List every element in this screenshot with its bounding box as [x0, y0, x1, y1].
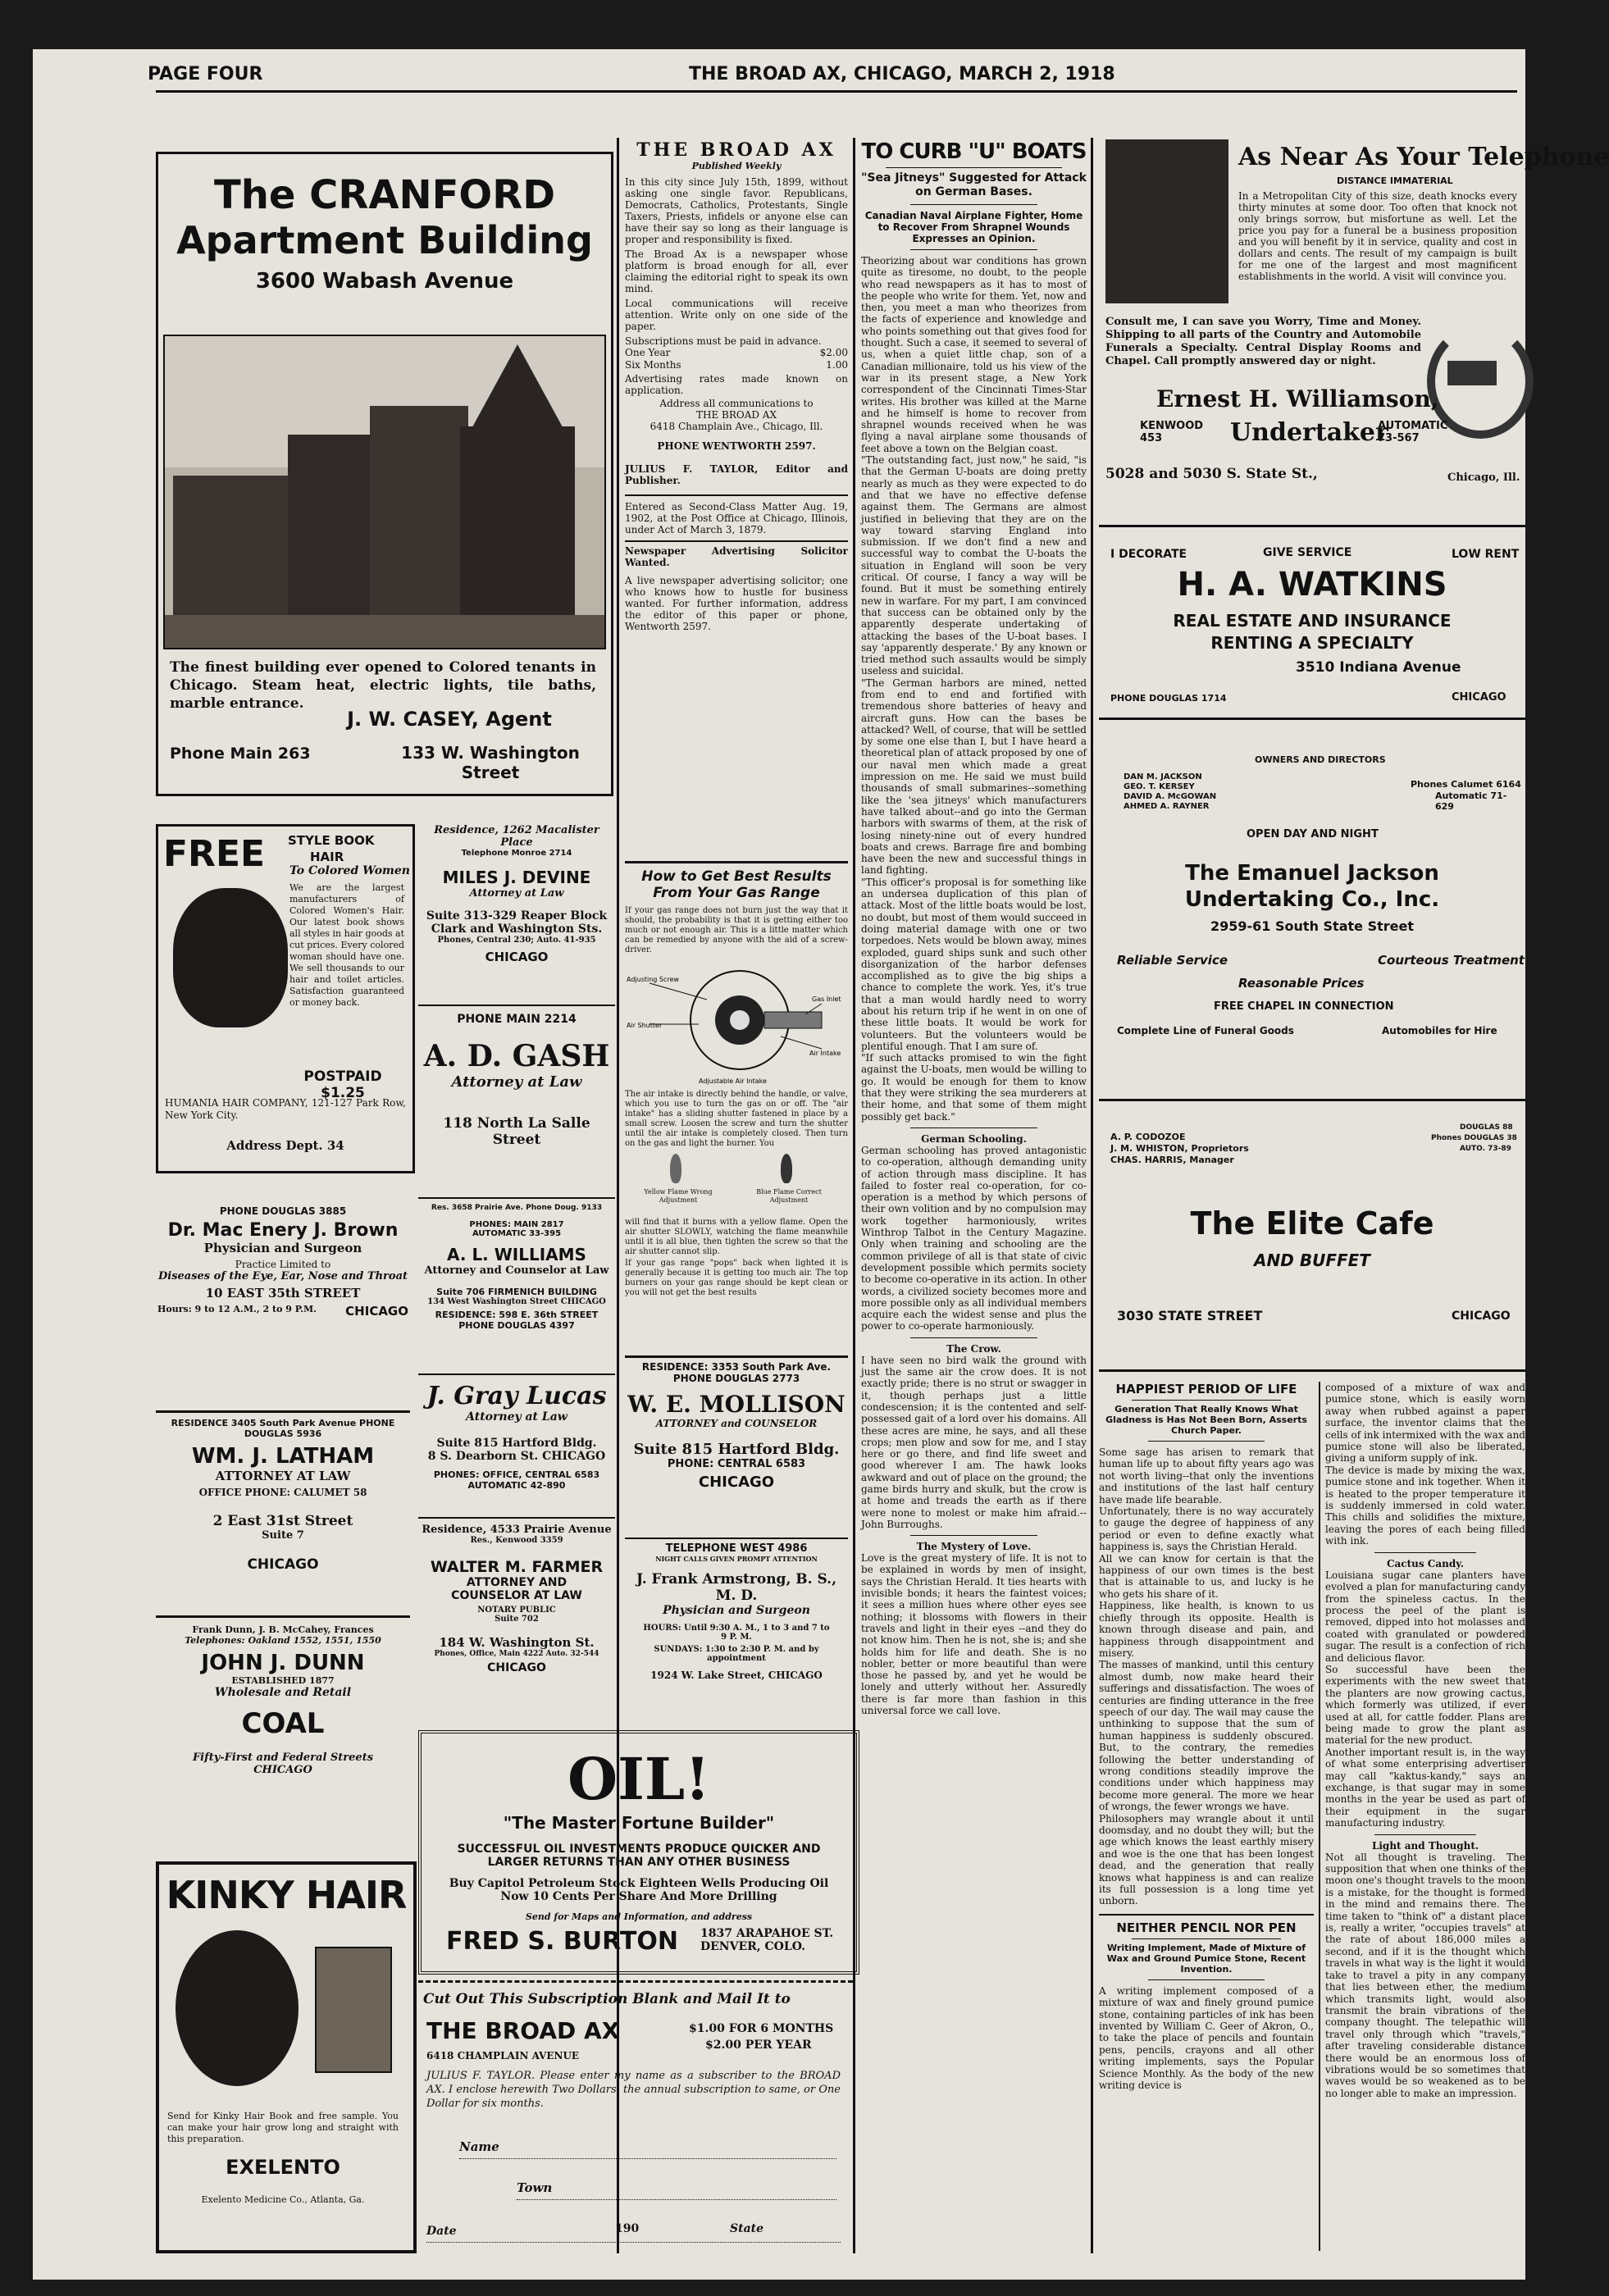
williamson-ad: [1099, 139, 1609, 527]
kinky-face-image: [175, 1930, 299, 2086]
jackson-name-4: AHMED A. RAYNER: [1124, 802, 1210, 811]
williams-phone-auto: AUTOMATIC 33-395: [472, 1229, 562, 1238]
jackson-goods: Complete Line of Funeral Goods: [1117, 1025, 1294, 1036]
broad-ax-p6: Address all communications to: [659, 398, 814, 409]
williams-phone-2: PHONE DOUGLAS 4397: [458, 1320, 575, 1331]
oil-line-2: Buy Capitol Petroleum Stock Eighteen Wells Producing Oil: [449, 1877, 829, 1890]
broad-ax-p3: Local communications will receive attention. Write only on one side of the paper.: [625, 298, 848, 332]
jackson-names: [1124, 772, 1216, 812]
oil-line-4: Send for Maps and Information, and address: [525, 1911, 753, 1922]
broad-ax-entered: Entered as Second-Class Matter Aug. 19, 1902, at the Post Office at Chicago, Illinois, under Act of March 3, 1879.: [625, 501, 848, 535]
school-text: German schooling has proved antagonistic to co-operation, although demanding unity of action through mass discipline. It has failed to foster real co-operation, for co-operation is a method by which persons of their own volition and by no compulsion may work together harmoniously, writes Winthrop Talbot in the Century Magazine. Only when training and schooling are the common privilege of all is that state of civic development possible which permits society to become co-operative in its action. In other words, a civilized society becomes more and more possible only as all individual members acquire each the widest sense and plus the power to co-operate harmoniously.: [861, 1144, 1087, 1332]
yellow-flame-icon: [670, 1154, 681, 1183]
free-company: HUMANIA HAIR COMPANY, 121-127 Park Row, New York City.: [165, 1097, 406, 1121]
broad-ax-p1: In this city since July 15th, 1899, without asking one single favor. Republicans, Democrats, Catholics, Protestants, Single Taxers, Priests, infidels or anyone else can have their say so long as their language is proper and responsibility is fixed.: [625, 176, 848, 245]
solicitor-head: Newspaper Advertising Solicitor Wanted.: [625, 545, 848, 568]
broad-ax-box: [625, 139, 848, 836]
blue-flame-icon: [781, 1154, 792, 1183]
williamson-portrait: [1105, 139, 1228, 303]
mollison-role: ATTORNEY and COUNSELOR: [655, 1418, 818, 1429]
jackson-owners: OWNERS AND DIRECTORS: [1255, 754, 1386, 765]
latham-address: 2 East 31st Street: [212, 1513, 353, 1529]
watkins-line-2: RENTING A SPECIALTY: [1210, 633, 1414, 653]
gas-label-3: Gas Inlet: [812, 995, 841, 1003]
subscription-blank: [418, 1980, 853, 2253]
jackson-reliable: Reliable Service: [1117, 953, 1228, 968]
farmer-phone: Phones, Office, Main 4222 Auto. 32-544: [434, 1650, 599, 1658]
lucas-card: [418, 1374, 615, 1515]
happiest-p4: Happiness, like health, is known to us chiefly through its opposite. Health is known through disease and pain, and happiness through disappointment and misery.: [1099, 1600, 1314, 1659]
subscribe-state-field[interactable]: [771, 2222, 841, 2242]
latham-name: WM. J. LATHAM: [191, 1444, 375, 1469]
elite-address: 3030 STATE STREET: [1117, 1308, 1263, 1323]
crow-text: I have seen no bird walk the ground with just the same air the crow does. It is not exactly pride; there is no strut or swagger in it, though perhaps just a little condescension; it is the contented and self-possessed gait of a lord over his domains. All these acres are mine, he says, and all these crops; men plow and sow for me, and I stay here or go there, and find life sweet and good wherever I am. The hawk looks awkward and out of place on the ground; the game birds hurry and skulk, but the crow is at home and treads the earth as if there were none to molest or make him afraid.--John Burroughs.: [861, 1354, 1087, 1530]
mollison-name: W. E. MOLLISON: [627, 1391, 846, 1418]
armstrong-sundays: SUNDAYS: 1:30 to 2:30 P. M. and by appointment: [654, 1645, 819, 1663]
subscribe-rate-1: $1.00 FOR 6 MONTHS: [689, 2022, 834, 2035]
watkins-service: GIVE SERVICE: [1263, 546, 1352, 559]
jackson-phones: Phones Calumet 6164: [1411, 779, 1521, 790]
williams-suite: Suite 706 FIRMENICH BUILDING: [436, 1287, 597, 1297]
happiest-p3: All we can know for certain is that the happiness of our own times is the best that is attainable to us, and lucky is he who gets his share of it.: [1099, 1552, 1314, 1600]
dunn-address: Fifty-First and Federal Streets CHICAGO: [192, 1752, 374, 1776]
elite-sub: AND BUFFET: [1254, 1250, 1370, 1270]
jackson-name-2: GEO. T. KERSEY: [1124, 782, 1195, 791]
brown-limit: Practice Limited to: [235, 1259, 331, 1270]
armstrong-night: NIGHT CALLS GIVEN PROMPT ATTENTION: [655, 1555, 818, 1563]
jackson-autos: Automobiles for Hire: [1382, 1025, 1497, 1036]
happiest-title: HAPPIEST PERIOD OF LIFE: [1115, 1382, 1297, 1396]
pencil-deck: Writing Implement, Made of Mixture of Wax and Ground Pumice Stone, Recent Invention.: [1106, 1942, 1306, 1975]
oil-line-1: SUCCESSFUL OIL INVESTMENTS PRODUCE QUICKER AND LARGER RETURNS THAN ANY OTHER BUSINESS: [457, 1843, 821, 1869]
cranford-agent-address: 133 W. Washington Street: [401, 743, 580, 782]
oil-subtitle: "The Master Fortune Builder": [503, 1813, 775, 1833]
jackson-title-2: Undertaking Co., Inc.: [1184, 887, 1440, 912]
jackson-address: 2959-61 South State Street: [1210, 918, 1414, 934]
lucas-auto: AUTOMATIC 42-890: [467, 1480, 566, 1491]
dunn-established: ESTABLISHED 1877: [231, 1675, 335, 1686]
rate-1-label: One Year: [625, 347, 671, 358]
free-hair-ad: [156, 824, 415, 1173]
devine-phones: Phones, Central 230; Auto. 41-935: [437, 936, 596, 945]
subscribe-town-label: Town: [517, 2180, 553, 2195]
jackson-chapel: FREE CHAPEL IN CONNECTION: [1214, 1000, 1394, 1013]
williamson-address: 5028 and 5030 S. State St.,: [1105, 466, 1318, 482]
lucas-suite: Suite 815 Hartford Bldg.: [436, 1437, 597, 1450]
subscribe-text: JULIUS F. TAYLOR. Please enter my name as a subscriber to the BROAD AX. I enclose herewith Two Dollars, the annual subscription to same, or One Dollar for six months.: [426, 2070, 841, 2110]
broad-ax-editor: JULIUS F. TAYLOR, Editor and Publisher.: [625, 463, 848, 486]
devine-telephone: Telephone Monroe 2714: [461, 849, 572, 858]
kinky-title: KINKY HAIR: [166, 1873, 407, 1917]
mollison-city: CHICAGO: [698, 1474, 775, 1491]
uboats-p3: "The German harbors are mined, netted from end to end and fortified with tremendous shore batteries of heavy and aircraft guns. How can the bases be attacked? Well, of course, that will be settled by some one else than I, but I have heard a theoretical plan of attack proposed by one of our naval men which made a great impression on me. He said we must build thousands of small submarines--something like the 'sea jitneys' which manufacturers have talked about--and go into the German harbors with swarms of them, at the risk of losing ninety-nine out of every hundred boats and crews. Barrage fire and bombing have been the new and successful things in land fighting.: [861, 676, 1087, 877]
brown-diseases: Diseases of the Eye, Ear, Nose and Throat: [157, 1270, 408, 1282]
page-header: [123, 57, 1517, 90]
newspaper-page: [33, 49, 1609, 2280]
elite-phone-2: Phones DOUGLAS 38: [1431, 1134, 1517, 1142]
jackson-auto: Automatic 71-629: [1435, 790, 1507, 812]
watkins-address: 3510 Indiana Avenue: [1296, 659, 1461, 676]
love-text: Love is the great mystery of life. It is not to be explained in words by men of insight, says the Christian Herald. It ties hearts with invisible bonds; it hears the faintest voices; it sees a million hues where other eyes see nothing; it blossoms with flowers in their travels and light in their eyes --and they do not know him. Then he is not, she is; and she holds him for life and death. She is no nobler, better or more beautiful than were those he passed by, and yet he would be lonely and utterly without her. Assuredly there is far more than fashion in this universal force we call love.: [861, 1552, 1087, 1717]
farmer-name: WALTER M. FARMER: [430, 1558, 604, 1576]
devine-suite: Suite 313-329 Reaper Block Clark and Washington Sts.: [426, 909, 608, 936]
subscribe-address: 6418 CHAMPLAIN AVENUE: [426, 2050, 580, 2061]
williams-name: A. L. WILLIAMS: [447, 1245, 586, 1264]
broad-ax-sub: Published Weekly: [691, 161, 782, 171]
gas-range-article: [625, 861, 848, 1358]
farmer-suite: Suite 702: [495, 1615, 539, 1624]
page-number: PAGE FOUR: [148, 64, 263, 84]
hair-label: HAIR: [310, 850, 344, 864]
gas-label-2: Air Shutter: [627, 1022, 663, 1029]
to-colored-women: To Colored Women: [289, 864, 410, 877]
cranford-caption: The finest building ever opened to Colored tenants in Chicago. Steam heat, electric lights, tile baths, marble entrance.: [170, 659, 596, 712]
jackson-courteous: Courteous Treatment: [1378, 953, 1525, 968]
jackson-ad: [1099, 738, 1525, 1101]
casket-icon: [1447, 361, 1497, 385]
free-title: FREE: [163, 833, 266, 875]
gas-label-5: Adjustable Air Intake: [699, 1077, 767, 1085]
farmer-residence-phone: Res., Kenwood 3359: [470, 1536, 563, 1545]
williamson-title: As Near As Your Telephone: [1238, 143, 1609, 171]
watkins-city: CHICAGO: [1452, 691, 1506, 704]
hair-image: [173, 888, 288, 1027]
uboats-p4: "This officer's proposal is for something like an undersea duplication of this plan of attack. Most of the little boats would be lost, no doubt, but most of them would succeed in doing material damage with one or two torpedoes. Nets would be blown away, mines exploded, guard ships sunk and such other disorganization of the harbor defenses accomplished as to give the big ships a chance to complete the work. Yes, it's true that a man would hardly need to worry about his return trip if he went in on one of these little boats. It would be work for volunteers. But the volunteers would be plentiful enough. That I am sure of.: [861, 876, 1087, 1052]
uboats-deck-1: "Sea Jitneys" Suggested for Attack on German Bases.: [861, 171, 1087, 198]
brown-city: CHICAGO: [345, 1304, 408, 1319]
subscribe-state-label: State: [730, 2222, 764, 2235]
free-dept: Address Dept. 34: [226, 1138, 344, 1153]
dunn-name: JOHN J. DUNN: [201, 1651, 365, 1675]
gash-phone: PHONE MAIN 2214: [457, 1013, 577, 1026]
watkins-rent: LOW RENT: [1452, 548, 1520, 561]
happiest-p1: Some sage has arisen to remark that human life up to about fifty years ago was not worth living--that only the inventions and institutions of the last half century have made life bearable.: [1099, 1446, 1314, 1506]
elite-title: The Elite Cafe: [1190, 1205, 1434, 1241]
elite-manager: CHAS. HARRIS, Manager: [1110, 1155, 1234, 1165]
gas-label-1: Adjusting Screw: [627, 976, 679, 983]
dunn-coal-ad: [156, 1615, 410, 1806]
rate-2-label: Six Months: [625, 359, 681, 371]
devine-city: CHICAGO: [485, 950, 549, 964]
uboats-deck-2: Canadian Naval Airplane Fighter, Home to Recover From Shrapnel Wounds Expresses an Opinion.: [864, 210, 1083, 244]
cranford-phone: Phone Main 263: [170, 745, 311, 763]
devine-name: MILES J. DEVINE: [442, 868, 591, 887]
brown-role: Physician and Surgeon: [203, 1241, 362, 1255]
postpaid: POSTPAID $1.25: [303, 1068, 382, 1101]
subscribe-date-label: Date: [426, 2225, 457, 2238]
candy-p3: Another important result is, in the way of what some enterprising advertiser may call "kaktus-kandy," says an exchange, is that sugar may in some months in the year be used as part of their equipment in the sugar manufacturing industry.: [1325, 1746, 1525, 1829]
uboats-p5: "If such attacks promised to win the fight against the U-boats, men would be willing to go. It would be enough for them to know that they were striking the sea murderers at their home, and that some of them might possibly get back.": [861, 1052, 1087, 1123]
subscribe-paper: THE BROAD AX: [426, 2017, 620, 2044]
jackson-name-1: DAN M. JACKSON: [1124, 772, 1202, 781]
love-head: The Mystery of Love.: [916, 1541, 1032, 1553]
lucas-name: J. Gray Lucas: [426, 1382, 607, 1410]
brown-hours: Hours: 9 to 12 A.M., 2 to 9 P.M.: [157, 1304, 317, 1314]
armstrong-card: [625, 1538, 848, 1720]
lucas-role: Attorney at Law: [466, 1410, 567, 1424]
oil-line-3: Now 10 Cents Per Share And More Drilling: [500, 1890, 777, 1903]
candy-p2: So successful have been the experiments with the new sweet that the planters are now growing cactus, which formerly was utilized, if ever used at all, for cattle fodder. Plans are being made to grow the plant as material for the new product.: [1325, 1663, 1525, 1747]
gas-valve-diagram: [625, 959, 848, 1090]
farmer-card: [418, 1517, 615, 1715]
jackson-open: OPEN DAY AND NIGHT: [1247, 828, 1379, 840]
far-right-p1: composed of a mixture of wax and pumice stone, which is easily worn away when rubbed against a paper surface, the inventor claims that the cells of ink intermixed with the wax and pumice stone will also be liberated, giving a uniform supply of ink.: [1325, 1382, 1525, 1465]
gas-p4: If your gas range "pops" back when lighted it is generally because it is getting too much air. The top burners on your gas range should be kept clean or you will not get the best results: [625, 1259, 848, 1297]
subscribe-rate-2: $2.00 PER YEAR: [705, 2039, 812, 2052]
kinky-company: Exelento Medicine Co., Atlanta, Ga.: [201, 2194, 365, 2205]
kinky-brand: EXELENTO: [226, 2156, 340, 2179]
kinky-body: Send for Kinky Hair Book and free sample. You can make your hair grow long and straight with this preparation.: [167, 2111, 399, 2144]
watkins-ad: [1099, 541, 1525, 720]
watkins-line-1: REAL ESTATE AND INSURANCE: [1173, 611, 1452, 631]
williamson-name: Ernest H. Williamson,: [1156, 385, 1439, 412]
farmer-city: CHICAGO: [487, 1661, 546, 1674]
armstrong-telephone: TELEPHONE WEST 4986: [665, 1542, 808, 1555]
williamson-auto: AUTOMATIC 73-567: [1378, 420, 1448, 444]
williamson-body-2: Consult me, I can save you Worry, Time and Money. Shipping to all parts of the Country and Automobile Funerals a Specialty. Central Display Rooms and Chapel. Call promptly answered day or night.: [1105, 316, 1421, 367]
solicitor-text: A live newspaper advertising solicitor; one who knows how to hustle for business wanted. For further information, address the editor of this paper or phone, Wentworth 2597.: [625, 575, 848, 632]
subscribe-name-label: Name: [459, 2139, 499, 2154]
crow-head: The Crow.: [946, 1342, 1001, 1355]
latham-card: [156, 1410, 410, 1593]
dunn-telephones: Telephones: Oakland 1552, 1551, 1550: [185, 1635, 381, 1646]
mollison-residence: RESIDENCE: 3353 South Park Ave.: [641, 1361, 832, 1373]
candy-head: Cactus Candy.: [1386, 1557, 1465, 1569]
cranford-title-2: Apartment Building: [176, 218, 593, 262]
gash-role: Attorney at Law: [451, 1073, 582, 1091]
subscribe-date-field[interactable]: [467, 2222, 599, 2242]
subscribe-year: 190: [615, 2222, 640, 2235]
williamson-undertaker: Undertaker: [1230, 418, 1388, 447]
style-book: STYLE BOOK: [288, 833, 375, 848]
kinky-jar-image: [315, 1947, 392, 2073]
rate-1-value: $2.00: [819, 347, 848, 358]
blue-flame-label: Blue Flame Correct Adjustment: [756, 1188, 822, 1204]
uboats-article: [861, 139, 1087, 2251]
oil-address: 1837 ARAPAHOE ST. DENVER, COLO.: [700, 1927, 834, 1953]
gas-p1: If your gas range does not burn just the way that it should, the probability is that it is getting either too much or not enough air. This is a little matter which can be remedied by anyone with the aid of a screw-driver.: [625, 906, 848, 954]
farmer-role: ATTORNEY AND COUNSELOR AT LAW: [451, 1576, 582, 1602]
kinky-hair-ad: [156, 1861, 417, 2253]
pencil-p1: A writing implement composed of a mixture of wax and finely ground pumice stone, containing particles of ink has been invented by William C. Geer of Akron, O., to take the place of pencils and fountain pens, pencils, crayons and all other writing implements, says the Popular Science Monthly. As the body of the new writing device is: [1099, 1984, 1314, 2092]
oil-name: FRED S. BURTON: [446, 1927, 678, 1956]
broad-ax-address: 6418 Champlain Ave., Chicago, Ill.: [650, 421, 823, 432]
candy-p1: Louisiana sugar cane planters have evolved a plan for manufacturing candy from the spineless cactus. In the process the peel of the plant is removed, dipped into hot molasses and coated with granulated or powdered sugar. The result is a confection of rich and delicious flavor.: [1325, 1569, 1525, 1664]
elite-phone-1: DOUGLAS 88: [1460, 1123, 1513, 1132]
jackson-title-1: The Emanuel Jackson: [1185, 861, 1439, 886]
gash-address: 118 North La Salle Street: [443, 1115, 590, 1148]
happiest-p2: Unfortunately, there is no way accurately to gauge the degree of happiness of any period or even to define exactly what happiness is, says the Christian Herald.: [1099, 1506, 1314, 1553]
happiest-deck: Generation That Really Knows What Gladness is Has Not Been Born, Asserts Church Paper.: [1105, 1404, 1307, 1436]
mollison-phone: PHONE: CENTRAL 6583: [667, 1458, 806, 1470]
rate-2-value: 1.00: [826, 359, 848, 371]
happiest-p6: Philosophers may wrangle about it until doomsday, and no doubt they will; but the age which knows the least earthly misery and woe is the one that has been longest dead, and the generation that really knows what happiness is and can realize its full possession is a long time yet unborn.: [1099, 1812, 1314, 1907]
subscribe-head: Cut Out This Subscription Blank and Mail It to: [423, 1991, 791, 2007]
gas-title: How to Get Best Results From Your Gas Range: [641, 868, 832, 901]
elite-city: CHICAGO: [1452, 1310, 1511, 1323]
happiest-p5: The masses of mankind, until this century almost dumb, now make heard their sufferings and dissatisfaction. The woes of centuries are finding utterance in the free speech of our day. The wail may cause the unthinking to suppose that the sum of human happiness is suddenly obscured. But, to the contrary, the remedies following the better understanding of wrong conditions steadily improve the conditions under which happiness may become more general. The more we hear of wrongs, the fewer wrongs we have.: [1099, 1659, 1314, 1813]
williams-residence-2: RESIDENCE: 598 E. 36th STREET: [435, 1310, 599, 1320]
subscribe-name-field[interactable]: [508, 2139, 836, 2158]
broad-ax-p2: The Broad Ax is a newspaper whose platform is broad enough for all, ever claiming the editorial right to speak its own mind.: [625, 248, 848, 294]
williams-address: 134 West Washington Street CHICAGO: [427, 1297, 606, 1306]
armstrong-name: J. Frank Armstrong, B. S., M. D.: [636, 1571, 836, 1604]
latham-residence: RESIDENCE 3405 South Park Avenue PHONE DOUGLAS 5936: [171, 1418, 395, 1439]
mollison-res-phone: PHONE DOUGLAS 2773: [672, 1373, 800, 1384]
devine-card: [418, 824, 615, 988]
uboats-title: TO CURB "U" BOATS: [861, 139, 1087, 164]
williamson-kenwood: KENWOOD 453: [1140, 420, 1204, 444]
happiest-article: [1099, 1382, 1314, 2251]
dunn-names: Frank Dunn, J. B. McCahey, Frances: [192, 1624, 374, 1635]
broad-ax-title: THE BROAD AX: [636, 139, 836, 161]
mollison-suite: Suite 815 Hartford Bldg.: [633, 1441, 840, 1458]
latham-role: ATTORNEY AT LAW: [215, 1469, 351, 1483]
lucas-phones: PHONES: OFFICE, CENTRAL 6583: [433, 1469, 600, 1480]
broad-ax-p5: Advertising rates made known on application.: [625, 373, 848, 396]
brown-address: 10 EAST 35th STREET: [205, 1286, 361, 1301]
far-right-p2: The device is made by mixing the wax, pumice stone and ink together. When it is heated to the proper temperature it is suddenly immersed in cold water. This chills and solidifies the mixture, leaving the pores of each being filled with ink.: [1325, 1464, 1525, 1547]
farmer-notary: NOTARY PUBLIC: [477, 1606, 556, 1615]
cranford-address: 3600 Wabash Avenue: [255, 269, 514, 294]
elite-proprietor-2: J. M. WHISTON, Proprietors: [1110, 1143, 1249, 1154]
masthead: THE BROAD AX, CHICAGO, MARCH 2, 1918: [689, 64, 1115, 84]
devine-residence: Residence, 1262 Macalister Place: [434, 824, 599, 849]
light-head: Light and Thought.: [1371, 1839, 1479, 1852]
williams-phone-main: PHONES: MAIN 2817: [469, 1220, 564, 1229]
broad-ax-p4: Subscriptions must be paid in advance.: [625, 335, 822, 347]
cranford-agent: J. W. CASEY, Agent: [347, 708, 552, 731]
watkins-phone: PHONE DOUGLAS 1714: [1110, 693, 1227, 704]
farmer-address: 184 W. Washington St.: [439, 1635, 595, 1650]
williamson-sub: DISTANCE IMMATERIAL: [1337, 175, 1453, 186]
far-right-column: [1325, 1382, 1525, 2251]
lucas-address: 8 S. Dearborn St. CHICAGO: [427, 1450, 606, 1463]
broad-ax-p6b: THE BROAD AX: [695, 409, 777, 421]
williams-residence: Res. 3658 Prairie Ave. Phone Doug. 9133: [431, 1204, 603, 1212]
farmer-residence: Residence, 4533 Prairie Avenue: [422, 1524, 612, 1536]
free-body: We are the largest manufacturers of Colored Women's Hair. Our latest book shows all styles in hair goods at cut prices. Every colored woman should have one. We sell thousands to our hair and toilet articles. Satisfaction guaranteed or money back.: [289, 882, 405, 1008]
subscribe-town-field[interactable]: [566, 2180, 836, 2199]
williams-card: [418, 1197, 615, 1371]
jackson-prices: Reasonable Prices: [1238, 976, 1365, 991]
elite-phone-3: AUTO. 73-89: [1460, 1145, 1511, 1153]
latham-suite: Suite 7: [262, 1529, 304, 1542]
gas-p3: will find that it burns with a yellow flame. Open the air shutter SLOWLY, watching the flame meanwhile until it is all blue, then tighten the screw so that the air shutter cannot slip.: [625, 1218, 848, 1256]
mollison-card: [625, 1361, 848, 1533]
watkins-name: H. A. WATKINS: [1177, 566, 1447, 604]
brown-phone: PHONE DOUGLAS 3885: [219, 1205, 347, 1217]
oil-ad: [418, 1730, 859, 1975]
armstrong-hours: HOURS: Until 9:30 A. M., 1 to 3 and 7 to 9 P. M.: [643, 1624, 830, 1642]
dunn-wholesale: Wholesale and Retail: [214, 1686, 352, 1699]
light-text: Not all thought is traveling. The supposition that when one thinks of the moon one's thought travels to the moon is a mistake, for the thought is formed in the mind and remains there. The time taken to "think of" a distant place is, really a writer, "occupies travels" at the rate of about 186,000 miles a second, and if it is the thought which travels in what way is the light it would take to travel a pity in any company that lies between ether, the medium which transmits light, would also transmit the brain vibrations of the company thought. The telepathic will travel only through which "travels," after traveling considerable distance there would be an enormous loss of vibrations would be so sometimes that waves would be so weakened as to be no longer able to make an impression.: [1325, 1851, 1525, 2099]
armstrong-role: Physician and Surgeon: [663, 1604, 810, 1617]
jackson-name-3: DAVID A. McGOWAN: [1124, 792, 1217, 801]
latham-city: CHICAGO: [247, 1556, 319, 1573]
latham-phone: OFFICE PHONE: CALUMET 58: [198, 1487, 367, 1498]
pencil-title: NEITHER PENCIL NOR PEN: [1116, 1920, 1297, 1935]
cranford-title-1: The CRANFORD: [213, 172, 556, 218]
gash-name: A. D. GASH: [423, 1039, 610, 1073]
oil-title: OIL!: [567, 1745, 710, 1813]
elite-proprietor-1: A. P. CODOZOE: [1110, 1132, 1186, 1142]
uboats-p2: "The outstanding fact, just now," he said, "is that the German U-boats are doing pretty nearly as much as they were expected to do and that we have no effective defense against them. The Germans are almost justified in believing that they are on the way toward starving England into submission. If we don't find a new and successful way to combat the U-boats the situation in England will soon be very critical. Of course, I fancy a way will be found. But it must be something entirely new in warfare. For my part, I am convinced that success can be obtained only by the apparently desperate undertaking of attacking the bases of the U-boat bases. I say 'apparently desperate.' By any known or tried method such assaults would be simply useless and suicidal.: [861, 454, 1087, 677]
brown-card: [156, 1205, 410, 1361]
school-head: German Schooling.: [921, 1132, 1027, 1145]
gash-card: [418, 1004, 615, 1195]
williamson-city: Chicago, Ill.: [1447, 472, 1520, 484]
armstrong-address: 1924 W. Lake Street, CHICAGO: [650, 1670, 823, 1681]
watkins-decorate: I DECORATE: [1110, 548, 1187, 561]
brown-name: Dr. Mac Enery J. Brown: [167, 1220, 399, 1241]
yellow-flame-label: Yellow Flame Wrong Adjustment: [644, 1188, 713, 1204]
coal-label: COAL: [241, 1707, 325, 1740]
elite-cafe-ad: [1099, 1115, 1525, 1372]
gas-p2: The air intake is directly behind the handle, or valve, which you use to turn the gas on or off. The "air intake" has a sliding shutter fastened in place by a small screw. Loosen the screw and turn the shutter until the air intake is completely closed. Then turn on the gas and light the burner. You: [625, 1090, 848, 1148]
uboats-p1: Theorizing about war conditions has grown quite as tiresome, no doubt, to the people who read newspapers as it has to most of the people who write for them. Yet, now and then, you meet a man who theorizes from the facts of experience and knowledge and who points something out that gives food for thought. Such a case, it seemed to several of us, when a quiet little chap, son of a Canadian millionaire, told us his view of the war in its present stage, a New York correspondent of the Cincinnati Times-Star writes. His brother was killed at the Marne and he himself is home to recover from shrapnel wounds received when he was flying a naval airplane some thousands of feet above a town on the Belgian coast.: [861, 255, 1087, 454]
devine-role: Attorney at Law: [469, 887, 564, 900]
broad-ax-phone: PHONE WENTWORTH 2597.: [657, 440, 816, 452]
williamson-body: In a Metropolitan City of this size, death knocks every thirty minutes at some door. Too often that knock not only brings sorrow, but misfortune as well. Let the price you pay for a funeral be a business proposition and you will benefit by it in service, quality and cost in dollars and cents. The result of my campaign is built for me one of the largest and most magnificent establishments in the world. A visit will convince you.: [1238, 190, 1517, 282]
williams-role: Attorney and Counselor at Law: [424, 1264, 609, 1277]
cranford-ad: [156, 152, 613, 796]
cranford-photo: [163, 335, 606, 649]
gas-label-4: Air Intake: [809, 1050, 841, 1057]
